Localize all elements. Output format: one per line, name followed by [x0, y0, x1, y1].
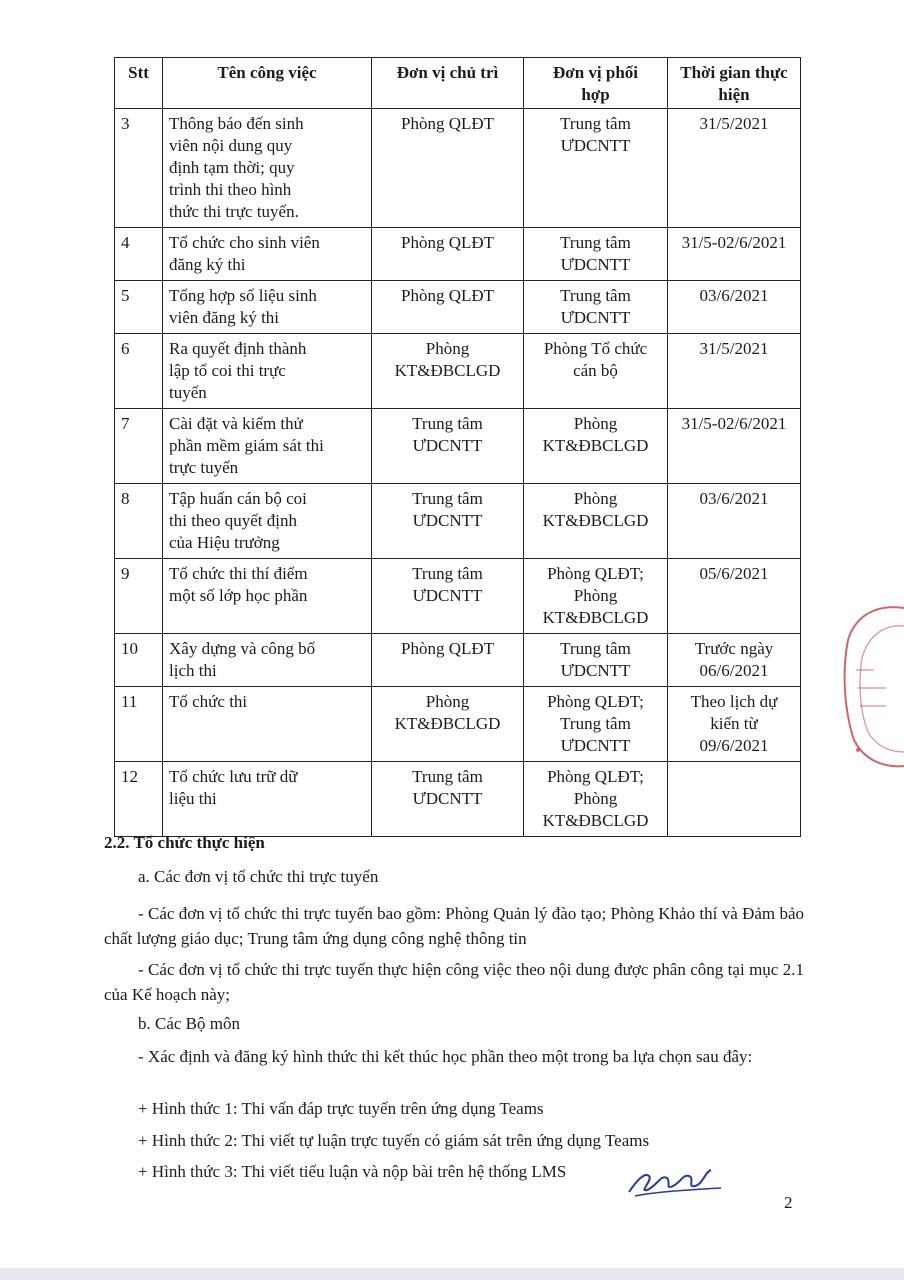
cell-task: [163, 634, 372, 687]
header-coord: [524, 58, 668, 109]
cell-time-line: 03/6/2021: [699, 286, 769, 305]
cell-lead-line: KT&ĐBCLGD: [394, 361, 501, 380]
cell-coord-line: Phòng: [573, 586, 618, 605]
cell-coord-line: Phòng QLĐT;: [547, 767, 644, 786]
cell-task-line: trình thi theo hình: [169, 180, 292, 199]
header-time-line: hiện: [718, 85, 750, 104]
cell-lead-line: Trung tâm: [412, 489, 483, 508]
cell-coord-line: Phòng QLĐT;: [547, 564, 644, 583]
cell-task-line: định tạm thời; quy: [169, 158, 295, 177]
cell-coord-line: ƯDCNTT: [560, 136, 631, 155]
cell-coord-line: ƯDCNTT: [560, 736, 631, 755]
cell-task-line: Xây dựng và công bố: [169, 639, 316, 658]
cell-time-line: Theo lịch dự: [690, 692, 778, 711]
cell-coord: [524, 409, 668, 484]
cell-time: [668, 228, 801, 281]
header-stt: Stt: [115, 58, 163, 109]
cell-task-line: viên đăng ký thi: [169, 308, 280, 327]
cell-coord-line: KT&ĐBCLGD: [542, 608, 649, 627]
cell-lead: [372, 762, 524, 837]
table-row: [115, 687, 801, 762]
cell-task-line: Tổ chức thi thí điểm: [169, 564, 308, 583]
table-row: [115, 334, 801, 409]
cell-task-line: của Hiệu trưởng: [169, 533, 280, 552]
cell-task-line: Tổ chức lưu trữ dữ: [169, 767, 298, 786]
cell-time: [668, 334, 801, 409]
table-row: [115, 409, 801, 484]
cell-time-line: kiến từ: [710, 714, 758, 733]
cell-task: [163, 559, 372, 634]
cell-stt: 4: [115, 228, 163, 281]
cell-time: [668, 762, 801, 837]
cell-stt: 8: [115, 484, 163, 559]
cell-task-line: phần mềm giám sát thi: [169, 436, 324, 455]
cell-time: [668, 634, 801, 687]
cell-lead-line: Trung tâm: [412, 564, 483, 583]
cell-stt: 7: [115, 409, 163, 484]
cell-coord-line: Trung tâm: [560, 233, 631, 252]
cell-lead: [372, 484, 524, 559]
cell-lead-line: ƯDCNTT: [412, 511, 483, 530]
cell-task-line: trực tuyến: [169, 458, 239, 477]
cell-task-line: viên nội dung quy: [169, 136, 293, 155]
cell-lead: [372, 109, 524, 228]
sub-heading-b: b. Các Bộ môn: [138, 1014, 240, 1033]
cell-time-line: 05/6/2021: [699, 564, 769, 583]
bottom-band: [0, 1268, 904, 1280]
cell-coord-line: Trung tâm: [560, 286, 631, 305]
cell-task-line: lập tổ coi thi trực: [169, 361, 286, 380]
cell-stt: 11: [115, 687, 163, 762]
cell-lead-line: Trung tâm: [412, 767, 483, 786]
cell-time-line: 09/6/2021: [699, 736, 769, 755]
cell-coord-line: Phòng: [573, 414, 618, 433]
cell-lead-line: Trung tâm: [412, 414, 483, 433]
table-header-row: [115, 58, 801, 109]
cell-stt: 12: [115, 762, 163, 837]
cell-lead-line: Phòng QLĐT: [400, 286, 495, 305]
cell-stt: 9: [115, 559, 163, 634]
cell-task-line: Thông báo đến sinh: [169, 114, 304, 133]
cell-lead-line: ƯDCNTT: [412, 586, 483, 605]
red-seal-stamp-icon: [838, 600, 904, 770]
cell-task-line: tuyến: [169, 383, 207, 402]
header-lead: Đơn vị chủ trì: [372, 58, 524, 109]
table-row: [115, 109, 801, 228]
cell-lead-line: KT&ĐBCLGD: [394, 714, 501, 733]
cell-lead-line: Phòng QLĐT: [400, 114, 495, 133]
paragraph-b1: - Xác định và đăng ký hình thức thi kết thúc học phần theo một trong ba lựa chọn sau đây:: [138, 1047, 753, 1066]
cell-coord: [524, 634, 668, 687]
cell-coord: [524, 762, 668, 837]
cell-task: [163, 109, 372, 228]
cell-lead-line: ƯDCNTT: [412, 436, 483, 455]
cell-coord-line: ƯDCNTT: [560, 661, 631, 680]
header-task: Tên công việc: [163, 58, 372, 109]
table-row: [115, 634, 801, 687]
cell-task-line: Tổ chức thi: [169, 692, 248, 711]
cell-coord-line: KT&ĐBCLGD: [542, 436, 649, 455]
cell-coord-line: ƯDCNTT: [560, 255, 631, 274]
task-table: [114, 57, 801, 837]
cell-task: [163, 409, 372, 484]
cell-lead: [372, 634, 524, 687]
cell-task-line: Tập huấn cán bộ coi: [169, 489, 307, 508]
cell-task: [163, 484, 372, 559]
cell-stt: 3: [115, 109, 163, 228]
cell-task-line: thi theo quyết định: [169, 511, 297, 530]
cell-task-line: Cài đặt và kiểm thử: [169, 414, 303, 433]
cell-task: [163, 228, 372, 281]
cell-coord: [524, 559, 668, 634]
page-number: 2: [784, 1193, 793, 1212]
form-option-1: + Hình thức 1: Thi vấn đáp trực tuyến trên ứng dụng Teams: [138, 1099, 544, 1118]
cell-coord-line: Phòng QLĐT;: [547, 692, 644, 711]
cell-coord-line: cán bộ: [573, 361, 618, 380]
form-option-3: + Hình thức 3: Thi viết tiểu luận và nộp bài trên hệ thống LMS: [138, 1162, 567, 1181]
cell-time: [668, 109, 801, 228]
table-row: [115, 484, 801, 559]
cell-time: [668, 281, 801, 334]
cell-lead: [372, 687, 524, 762]
cell-task-line: Tổng hợp số liệu sinh: [169, 286, 317, 305]
cell-coord-line: Phòng: [573, 789, 618, 808]
cell-stt: 10: [115, 634, 163, 687]
section-heading: 2.2. Tổ chức thực hiện: [104, 833, 265, 852]
cell-task: [163, 687, 372, 762]
cell-task: [163, 762, 372, 837]
cell-lead: [372, 334, 524, 409]
cell-coord: [524, 334, 668, 409]
paragraph-a1: - Các đơn vị tổ chức thi trực tuyến bao gồm: Phòng Quản lý đào tạo; Phòng Khảo thí và Đảm bảo chất lượng giáo dục; Trung tâm ứng dụng công nghệ thông tin: [104, 904, 804, 948]
header-time: [668, 58, 801, 109]
cell-task-line: Tổ chức cho sinh viên: [169, 233, 320, 252]
cell-coord-line: Trung tâm: [560, 114, 631, 133]
table-row: [115, 281, 801, 334]
cell-time-line: 31/5/2021: [699, 339, 769, 358]
cell-time: [668, 484, 801, 559]
cell-lead-line: Phòng QLĐT: [400, 639, 495, 658]
cell-task-line: đăng ký thi: [169, 255, 246, 274]
cell-stt: 6: [115, 334, 163, 409]
cell-task-line: lịch thi: [169, 661, 217, 680]
cell-coord: [524, 281, 668, 334]
cell-coord: [524, 687, 668, 762]
cell-coord: [524, 109, 668, 228]
cell-task-line: một số lớp học phần: [169, 586, 308, 605]
paragraph-a2: - Các đơn vị tổ chức thi trực tuyến thực hiện công việc theo nội dung được phân công tại mục 2.1 của Kế hoạch này;: [104, 960, 804, 1004]
cell-lead: [372, 409, 524, 484]
cell-task-line: liệu thi: [169, 789, 217, 808]
cell-coord-line: ƯDCNTT: [560, 308, 631, 327]
cell-coord-line: Phòng Tổ chức: [543, 339, 648, 358]
cell-task: [163, 281, 372, 334]
cell-lead: [372, 559, 524, 634]
cell-coord-line: KT&ĐBCLGD: [542, 811, 649, 830]
cell-time-line: 31/5-02/6/2021: [681, 414, 787, 433]
handwritten-signature-icon: [625, 1162, 725, 1202]
cell-coord-line: Phòng: [573, 489, 618, 508]
cell-coord-line: Trung tâm: [560, 714, 631, 733]
table-row: [115, 559, 801, 634]
cell-time: [668, 559, 801, 634]
cell-lead-line: Phòng: [425, 339, 470, 358]
header-coord-line: hợp: [581, 85, 610, 104]
cell-coord-line: KT&ĐBCLGD: [542, 511, 649, 530]
cell-task: [163, 334, 372, 409]
cell-lead-line: ƯDCNTT: [412, 789, 483, 808]
table-row: [115, 762, 801, 837]
form-option-2: + Hình thức 2: Thi viết tự luận trực tuyến có giám sát trên ứng dụng Teams: [138, 1131, 650, 1150]
cell-time-line: 03/6/2021: [699, 489, 769, 508]
cell-task-line: Ra quyết định thành: [169, 339, 307, 358]
cell-coord: [524, 484, 668, 559]
table-body: [115, 109, 801, 837]
cell-time-line: Trước ngày: [694, 639, 774, 658]
header-time-line: Thời gian thực: [680, 63, 788, 82]
cell-time: [668, 409, 801, 484]
cell-stt: 5: [115, 281, 163, 334]
cell-time-line: 31/5/2021: [699, 114, 769, 133]
table-row: [115, 228, 801, 281]
cell-task-line: thức thi trực tuyến.: [169, 202, 299, 221]
cell-time-line: 31/5-02/6/2021: [681, 233, 787, 252]
cell-lead: [372, 281, 524, 334]
cell-coord: [524, 228, 668, 281]
cell-lead: [372, 228, 524, 281]
header-coord-line: Đơn vị phối: [553, 63, 638, 82]
cell-time: [668, 687, 801, 762]
cell-lead-line: Phòng: [425, 692, 470, 711]
sub-heading-a: a. Các đơn vị tổ chức thi trực tuyến: [138, 867, 379, 886]
cell-coord-line: Trung tâm: [560, 639, 631, 658]
cell-lead-line: Phòng QLĐT: [400, 233, 495, 252]
cell-time-line: 06/6/2021: [699, 661, 769, 680]
